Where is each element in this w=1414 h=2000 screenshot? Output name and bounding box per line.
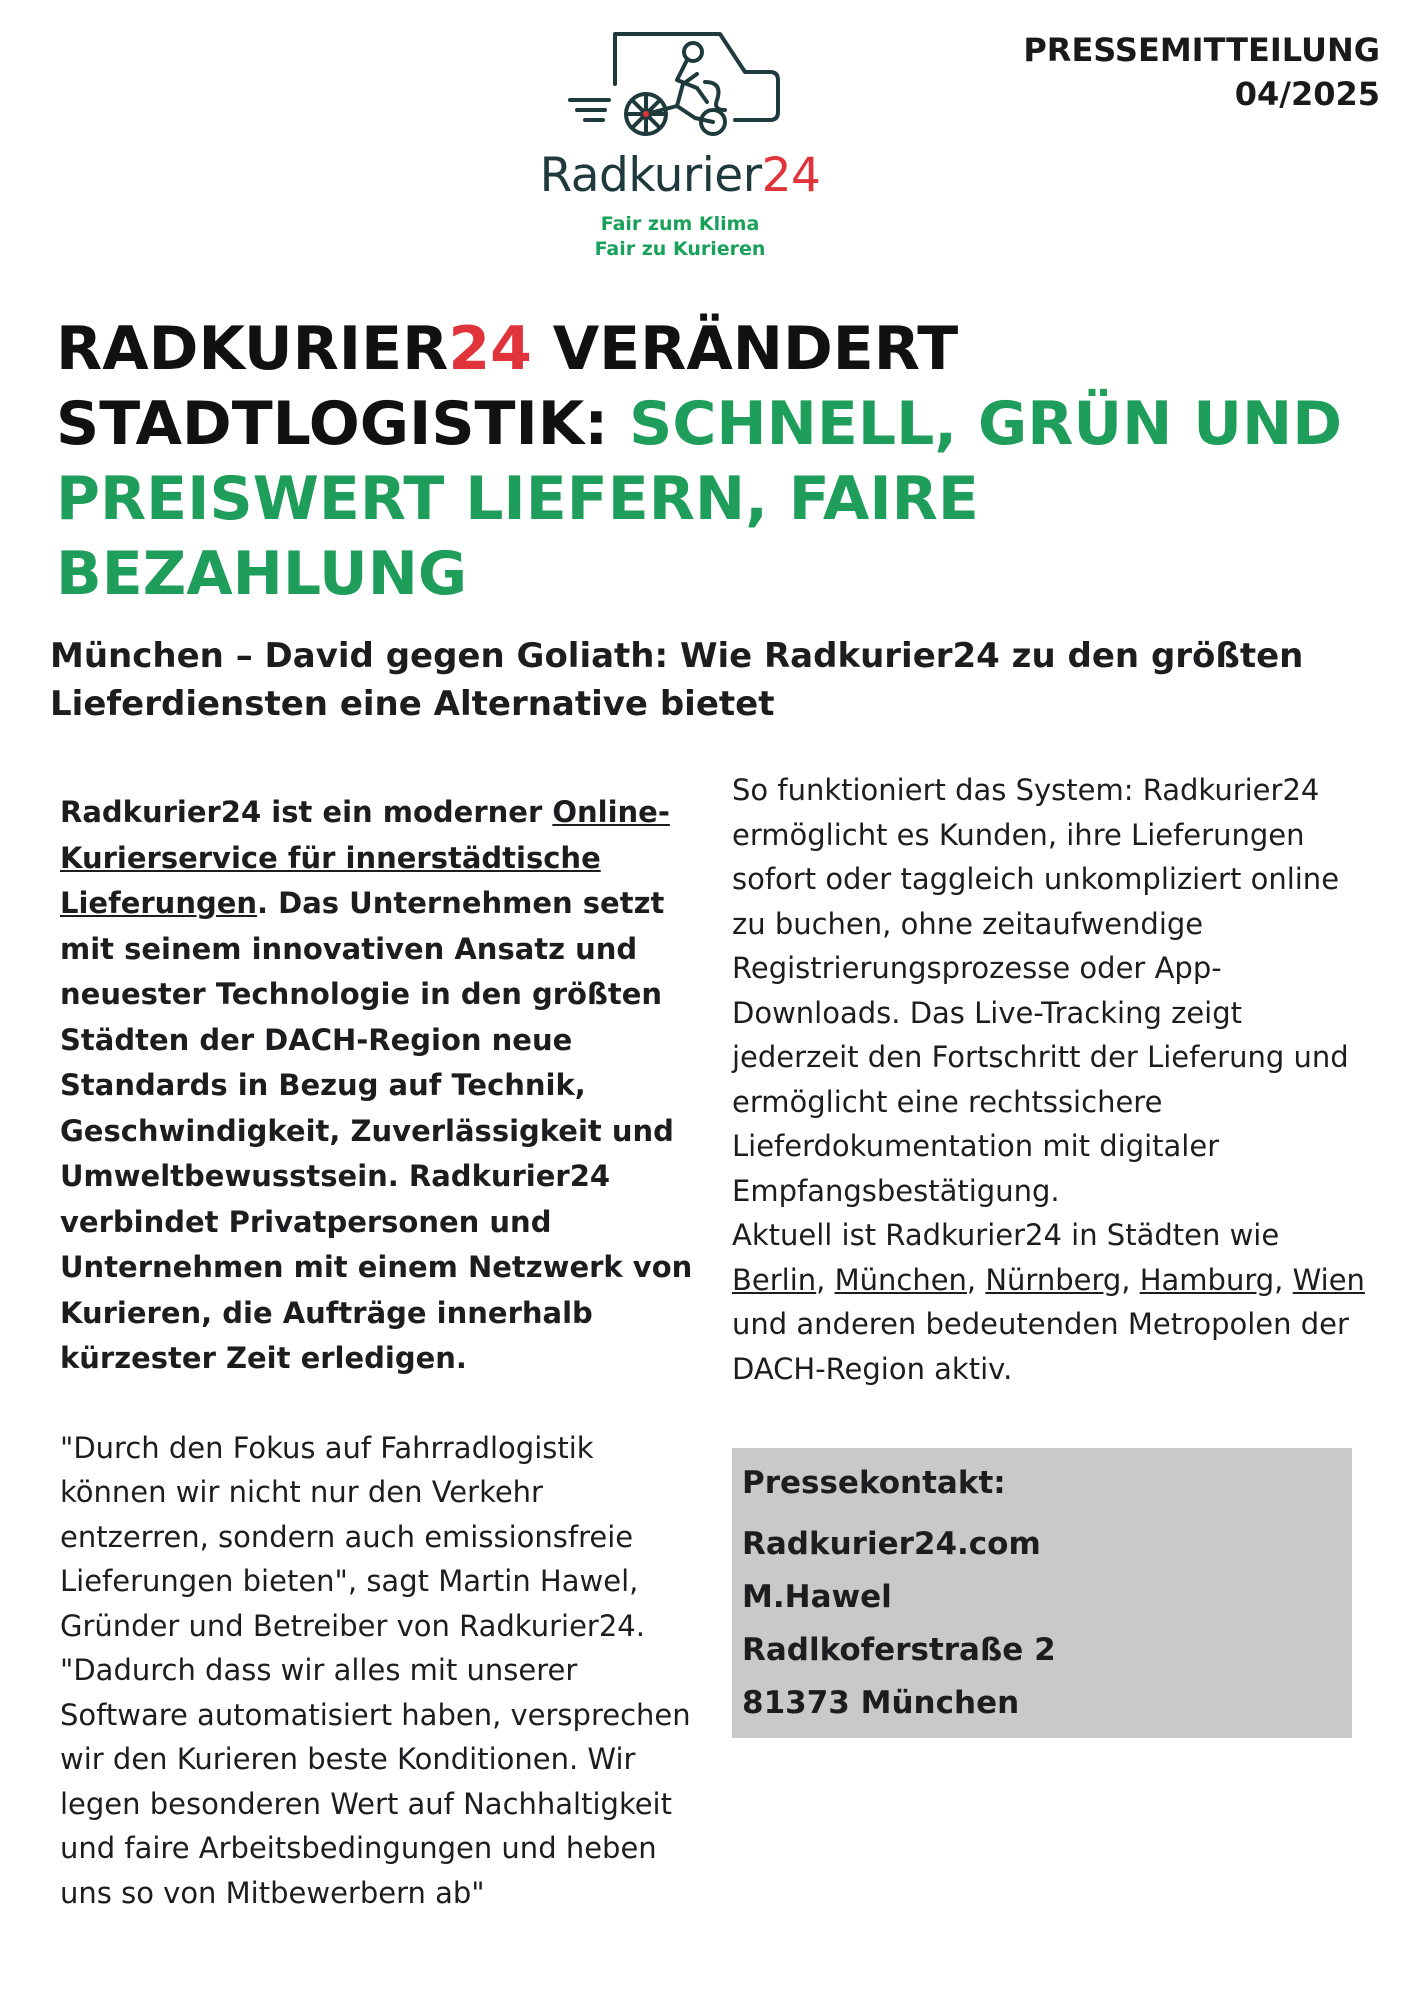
quote-paragraph: "Durch den Fokus auf Fahrradlogistik können wir nicht nur den Verkehr entzerren, sondern auch emissionsfreie Lieferungen bieten", sagt Martin Hawel, Gründer und Betreiber von Radkurier24. "Dadurch dass wir alles mit unserer Software automatisiert haben, versprechen wir den Kurieren beste Konditionen. Wir legen besonderen Wert auf Nachhaltigkeit und faire Arbeitsbedingungen und heben uns so von Mitbewerbern ab" <box>60 1430 691 1910</box>
intro-text-before: Radkurier24 ist ein moderner <box>60 795 553 829</box>
left-column <box>60 790 700 1915</box>
tagline-line-2: Fair zu Kurieren <box>594 238 766 260</box>
press-release-label <box>1023 28 1380 116</box>
cargo-bike-courier-icon <box>565 22 795 142</box>
press-contact-box <box>732 1448 1352 1738</box>
brand-name <box>500 148 860 204</box>
contact-street: Radlkoferstraße 2 <box>742 1632 1056 1668</box>
intro-text-after: . Das Unternehmen setzt mit seinem innovativen Ansatz und neuester Technologie in den größten Städten der DACH-Region neue Standards in Bezug auf Technik, Geschwindigkeit, Zuverlässigkeit und Umweltbewusstsein. Radkurier24 verbindet Privatpersonen und Unternehmen mit einem Netzwerk von Kurieren, die Aufträge innerhalb kürzester Zeit erledigen. <box>60 886 693 1375</box>
brand-word: Radkurier <box>539 148 762 203</box>
cities-suffix: und anderen bedeutenden Metropolen der DACH-Region aktiv. <box>732 1307 1349 1386</box>
contact-website: Radkurier24.com <box>742 1526 1041 1562</box>
press-release-title: PRESSEMITTEILUNG <box>1023 31 1380 69</box>
service-link[interactable]: Online-Kurierservice für innerstädtische Lieferungen <box>60 795 670 920</box>
contact-title: Pressekontakt: <box>742 1465 1006 1501</box>
subheadline: München – David gegen Goliath: Wie Radkurier24 zu den größten Lieferdiensten eine Alternative bietet <box>50 636 1304 724</box>
press-release-number: 04/2025 <box>1234 75 1380 113</box>
city-link-berlin[interactable]: Berlin <box>732 1262 817 1297</box>
intro-paragraph <box>60 790 700 1382</box>
logo <box>500 22 860 262</box>
tagline <box>500 212 860 262</box>
city-link-hamburg[interactable]: Hamburg <box>1139 1262 1275 1297</box>
brand-number: 24 <box>761 148 821 203</box>
contact-city: 81373 München <box>742 1685 1020 1721</box>
contact-name: M.Hawel <box>742 1579 892 1615</box>
city-link-muenchen[interactable]: München <box>834 1262 967 1297</box>
city-link-nuernberg[interactable]: Nürnberg <box>985 1262 1122 1297</box>
headline-part-3: VERÄNDERT STADTLOGISTIK: <box>56 314 959 459</box>
headline-part-4: SCHNELL, GRÜN UND PREISWERT LIEFERN, FAIRE BEZAHLUNG <box>56 389 1342 609</box>
system-paragraph: So funktioniert das System: Radkurier24 ermöglicht es Kunden, ihre Lieferungen sofort oder taggleich unkompliziert online zu buchen, ohne zeitaufwendige Registrierungsprozesse oder App-Downloads. Das Live-Tracking zeigt jederzeit den Fortschritt der Lieferung und ermöglicht eine rechtssichere Lieferdokumentation mit digitaler Empfangsbestätigung. <box>732 773 1349 1208</box>
cities-prefix: Aktuell ist Radkurier24 in Städten wie <box>732 1218 1280 1252</box>
right-column <box>732 768 1372 1391</box>
headline-part-2: 24 <box>448 314 532 384</box>
city-link-wien[interactable]: Wien <box>1292 1262 1365 1297</box>
cities-paragraph: Aktuell ist Radkurier24 in Städten wie Berlin, München, Nürnberg, Hamburg, Wien und anderen bedeutenden Metropolen der DACH-Region aktiv. <box>732 1218 1365 1386</box>
headline-part-1: RADKURIER <box>56 314 449 384</box>
headline <box>56 312 1376 612</box>
tagline-line-1: Fair zum Klima <box>600 213 760 235</box>
